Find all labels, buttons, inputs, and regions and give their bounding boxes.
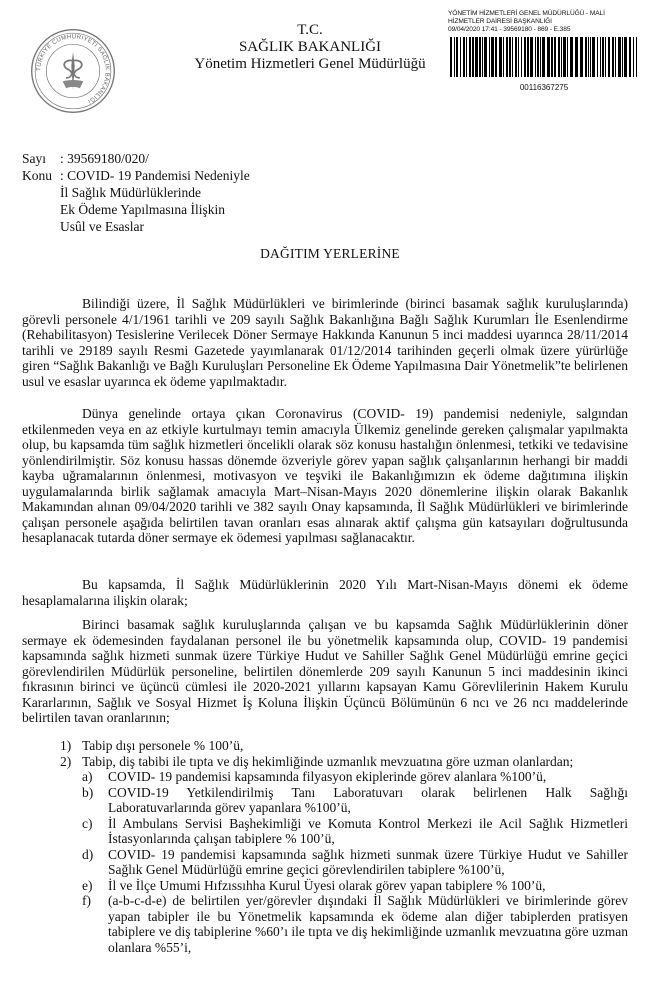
distribution-heading: DAĞITIM YERLERİNE bbox=[260, 246, 400, 261]
sayi-value: : 39569180/020/ bbox=[60, 151, 149, 166]
paragraph-4: Birinci basamak sağlık kuruluşlarında çalışan ve bu kapsamda Sağlık Müdürlüklerinin döner sermaye ek ödemesinden faydalanan personel ile bu yönetmelik kapsamında olup, COVID- 19 pandemisi kapsamında sağlık hizmeti sunmak üzere Türkiye Hudut ve Sahiller Sağlık Genel Müdürlüğü emrine geçici görevlendirilen Müdürlük personeline, belirtilen dönemlerde 209 sayılı Kanunun 5 inci maddesinin ikinci fıkrasının birinci ve üçüncü cümlesi ile 2020-2021 yıllarını kapsayan Kamu Görevlilerinin Hakem Kurulu Kararlarının, Sağlık ve Sosyal Hizmet İş Koluna İlişkin Üçüncü Bölümünün 6 ncı ve 26 ncı maddelerinde belirtilen tavan oranlarının; bbox=[22, 617, 628, 725]
list-item-number: c) bbox=[82, 815, 93, 831]
list-item-text: (a-b-c-d-e) de belirtilen yer/görevler dışındaki İl Sağlık Müdürlükleri ve birimlerinde görev yapan tabipler ile bu Yönetmelik kapsamında ek ödeme alan diğer tabiplerden pratisyen tabiplere ve diş tabiplerine %60’ı ile tıpta ve diş hekimliğinde uzmanlık mevzuatına göre uzman olanlara %55’i, bbox=[108, 893, 628, 955]
konu-line-2: İl Sağlık Müdürlüklerinde bbox=[60, 185, 201, 200]
list-item bbox=[82, 878, 628, 894]
list-item-number: 1) bbox=[60, 738, 72, 753]
paragraph-2: Dünya genelinde ortaya çıkan Coronavirus (COVID- 19) pandemisi nedeniyle, salgından etkilenmeden veya en az etkiyle kurtulmayı temin amacıyla Ülkemiz genelinde gereken çalışmalar yapılmakta olup, bu kapsamda tüm sağlık hizmetleri öncelikli olarak söz konusu hastalığın önlenmesi, tetkiki ve tedavisine yönlendirilmiştir. Söz konusu hassas dönemde özveriyle görev yapan sağlık çalışanlarının herhangi bir maddi kayba uğramalarının önlenmesi, motivasyon ve teşviki ile Bakanlığımızın ek ödeme dağıtımına ilişkin uygulamalarında birlik sağlamak amacıyla Mart–Nisan-Mayıs 2020 dönemlerine ilişkin olarak Bakanlık Makamından alınan 09/04/2020 tarihli ve 382 sayılı Onay kapsamında, İl Sağlık Müdürlükleri ve birimlerinde çalışan personele aşağıda belirtilen tavan oranları esas alınarak aktif çalışma gün katsayıları doğrultusunda hesaplanacak tutarda döner sermaye ek ödemesi yapılması sağlanacaktır. bbox=[22, 406, 628, 545]
paragraph-1: Bilindiği üzere, İl Sağlık Müdürlükleri ve birimlerinde (birinci basamak sağlık kuruluşlarında) görevli personele 4/1/1961 tarihli ve 209 sayılı Sağlık Bakanlığına Bağlı Sağlık Kurumları İle Esenlendirme (Rehabilitasyon) Tesislerine Verilecek Döner Sermaye Hakkında Kanunun 5 inci maddesi uyarınca 28/11/2014 tarihli ve 29189 sayılı Resmi Gazetede yayımlanarak 01/12/2014 tarihinden geçerli olmak üzere yürürlüğe giren “Sağlık Bakanlığı ve Bağlı Kuruluşları Personeline Ek Ödeme Yapılmasına Dair Yönetmelik”te belirlenen usul ve esaslar uyarınca ek ödeme yapılmaktadır. bbox=[22, 296, 628, 389]
list-item-text: COVID- 19 pandemisi kapsamında sağlık hizmeti sunmak üzere Türkiye Hudut ve Sahiller Sağlık Genel Müdürlüğü emrine geçici görevlendirilen tabiplere %100’ü, bbox=[108, 846, 628, 877]
header-tc: T.C. bbox=[297, 22, 323, 38]
list-item-number: f) bbox=[82, 893, 91, 908]
sayi-label: Sayı bbox=[22, 151, 47, 166]
list-item-text: İl ve İlçe Umumi Hıfzıssıhha Kurul Üyesi olarak görev yapan tabiplere % 100’ü, bbox=[108, 877, 546, 893]
list-item bbox=[60, 738, 628, 754]
stamp-line-3: 09/04/2020 17:41 - 39569180 - 869 - E.385 bbox=[448, 26, 571, 33]
list-item-number: 2) bbox=[60, 753, 72, 769]
list-item-text: COVID-19 Yetkilendirilmiş Tanı Laboratuvarı olarak belirlenen Halk Sağlığı Laboratuvarlarında görev yapanlara %100’ü, bbox=[108, 784, 628, 815]
konu-label: Konu bbox=[22, 168, 52, 183]
stamp-line-1: YÖNETİM HİZMETLERİ GENEL MÜDÜRLÜĞÜ - MALİ bbox=[448, 10, 605, 17]
list-item bbox=[82, 816, 628, 847]
list-item bbox=[82, 785, 628, 816]
list-item-number: e) bbox=[82, 877, 93, 893]
criteria-list bbox=[60, 738, 628, 955]
konu-value: : COVID- 19 Pandemisi Nedeniyle bbox=[60, 168, 250, 183]
header-ministry: SAĞLIK BAKANLIĞI bbox=[238, 39, 382, 55]
document-meta bbox=[22, 150, 250, 235]
stamp-line-2: HİZMETLER DAİRESİ BAŞKANLIĞI bbox=[448, 18, 552, 25]
konu-line-4: Usûl ve Esaslar bbox=[60, 219, 144, 234]
list-item bbox=[60, 754, 628, 770]
criteria-sublist bbox=[60, 769, 628, 955]
list-item-text: COVID- 19 pandemisi kapsamında filyasyon ekiplerinde görev alanlara %100’ü, bbox=[108, 769, 547, 784]
list-item-text: Tabip dışı personele % 100’ü, bbox=[82, 738, 244, 753]
document-stamp bbox=[448, 10, 648, 92]
barcode-icon bbox=[448, 37, 640, 77]
list-item-number: b) bbox=[82, 784, 94, 800]
list-item bbox=[82, 893, 628, 955]
list-item-text: İl Ambulans Servisi Başhekimliği ve Komuta Kontrol Merkezi ile Acil Sağlık Hizmetleri İstasyonlarında çalışan tabiplere % 100’ü, bbox=[108, 815, 628, 846]
list-item-text: Tabip, diş tabibi ile tıpta ve diş hekimliğinde uzmanlık mevzuatına göre uzman olanlardan; bbox=[82, 753, 574, 769]
konu-line-3: Ek Ödeme Yapılmasına İlişkin bbox=[60, 202, 225, 217]
barcode-number: 00116367275 bbox=[519, 83, 569, 92]
header-directorate: Yönetim Hizmetleri Genel Müdürlüğü bbox=[194, 56, 426, 72]
list-item bbox=[82, 769, 628, 785]
list-item bbox=[82, 847, 628, 878]
document-header bbox=[180, 22, 440, 73]
ministry-seal-logo bbox=[30, 28, 116, 114]
paragraph-3: Bu kapsamda, İl Sağlık Müdürlüklerinin 2020 Yılı Mart-Nisan-Mayıs dönemi ek ödeme hesaplamalarına ilişkin olarak; bbox=[22, 577, 628, 608]
list-item-number: d) bbox=[82, 846, 94, 862]
list-item-number: a) bbox=[82, 769, 93, 784]
seal-text: TÜRKİYE CUMHURİYETİ SAĞLIK BAKANLIĞI bbox=[36, 34, 110, 104]
